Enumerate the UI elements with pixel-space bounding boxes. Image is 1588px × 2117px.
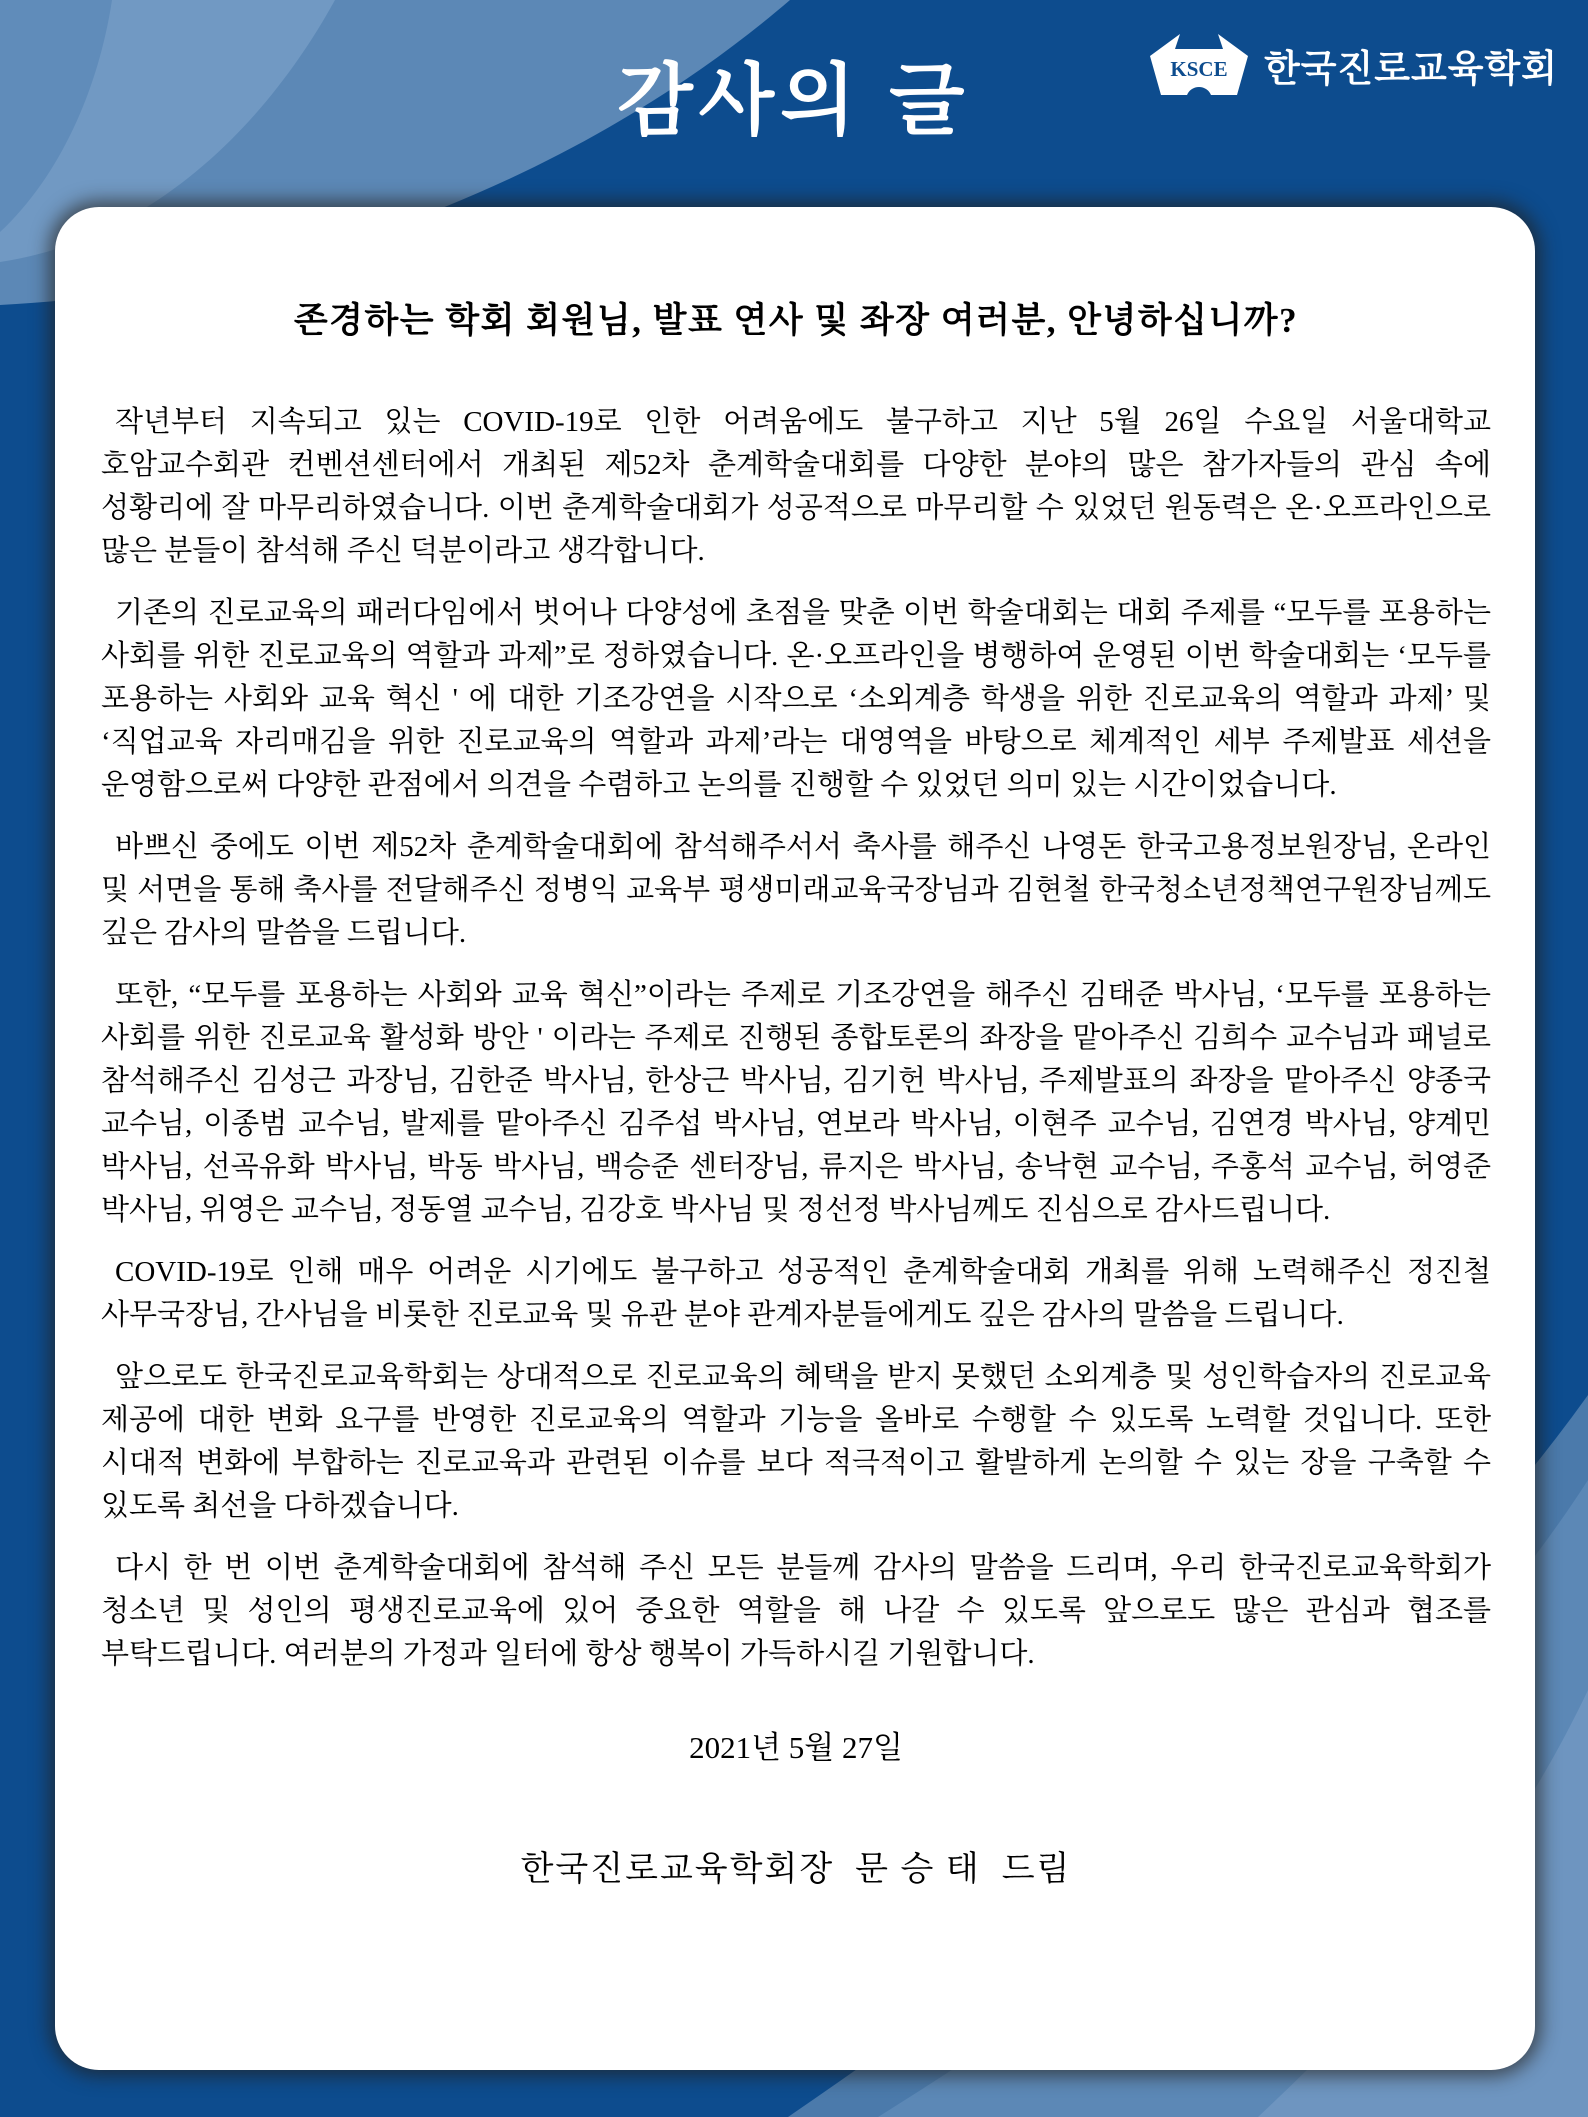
letter-signature: 한국진로교육학회장 문 승 태 드림 bbox=[520, 1851, 1072, 1888]
letter-body bbox=[101, 401, 1491, 1676]
letter-paragraph: 기존의 진로교육의 패러다임에서 벗어나 다양성에 초점을 맞춘 이번 학술대회는 대회 주제를 “모두를 포용하는 사회를 위한 진로교육의 역할과 과제”로 정하였습니다. 온·오프라인을 병행하여 운영된 이번 학술대회는 ‘모두를 포용하는 사회와 교육 혁신 ' 에 대한 기조강연을 시작으로 ‘소외계층 학생을 위한 진로교육의 역할과 과제’ 및 ‘직업교육 자리매김을 위한 진로교육의 역할과 과제’라는 대영역을 바탕으로 체계적인 세부 주제발표 세션을 운영함으로써 다양한 관점에서 의견을 수렴하고 논의를 진행할 수 있었던 의미 있는 시간이었습니다. bbox=[101, 597, 1491, 801]
letter-date: 2021년 5월 27일 bbox=[689, 1730, 903, 1765]
letter-paragraph: 또한, “모두를 포용하는 사회와 교육 혁신”이라는 주제로 기조강연을 해주신 김태준 박사님, ‘모두를 포용하는 사회를 위한 진로교육 활성화 방안 ' 이라는 주제로 진행된 종합토론의 좌장을 맡아주신 김희수 교수님과 패널로 참석해주신 김성근 과장님, 김한준 박사님, 한상근 박사님, 김기헌 박사님, 주제발표의 좌장을 맡아주신 양종국 교수님, 이종범 교수님, 발제를 맡아주신 김주섭 박사님, 연보라 박사님, 이현주 교수님, 김연경 박사님, 양계민 박사님, 선곡유화 박사님, 박동 박사님, 백승준 센터장님, 류지은 박사님, 송낙현 교수님, 주홍석 교수님, 허영준 박사님, 위영은 교수님, 정동열 교수님, 김강호 박사님 및 정선정 박사님께도 진심으로 감사드립니다. bbox=[101, 979, 1491, 1226]
page-title: 감사의 글 bbox=[617, 56, 971, 144]
letter-card bbox=[55, 207, 1535, 2070]
letter-paragraph: 다시 한 번 이번 춘계학술대회에 참석해 주신 모든 분들께 감사의 말씀을 드리며, 우리 한국진로교육학회가 청소년 및 성인의 평생진로교육에 있어 중요한 역할을 해 나갈 수 있도록 앞으로도 많은 관심과 협조를 부탁드립니다. 여러분의 가정과 일터에 항상 행복이 가득하시길 기원합니다. bbox=[101, 1552, 1491, 1670]
letter-paragraph: 앞으로도 한국진로교육학회는 상대적으로 진로교육의 혜택을 받지 못했던 소외계층 및 성인학습자의 진로교육 제공에 대한 변화 요구를 반영한 진로교육의 역할과 기능을 올바로 수행할 수 있도록 노력할 것입니다. 또한 시대적 변화에 부합하는 진로교육과 관련된 이슈를 보다 적극적이고 활발하게 논의할 수 있는 장을 구축할 수 있도록 최선을 다하겠습니다. bbox=[101, 1361, 1491, 1522]
letter-paragraph: 바쁘신 중에도 이번 제52차 춘계학술대회에 참석해주서서 축사를 해주신 나영돈 한국고용정보원장님, 온라인 및 서면을 통해 축사를 전달해주신 정병익 교육부 평생미래교육국장님과 김현철 한국청소년정책연구원장님께도 깊은 감사의 말씀을 드립니다. bbox=[101, 831, 1491, 949]
ksce-logo-icon bbox=[1148, 34, 1250, 96]
letter-paragraph: 작년부터 지속되고 있는 COVID-19로 인한 어려움에도 불구하고 지난 5월 26일 수요일 서울대학교 호암교수회관 컨벤션센터에서 개최된 제52차 춘계학술대회를 다양한 분야의 많은 참가자들의 관심 속에 성황리에 잘 마무리하였습니다. 이번 춘계학술대회가 성공적으로 마무리할 수 있었던 원동력은 온·오프라인으로 많은 분들이 참석해 주신 덕분이라고 생각합니다. bbox=[101, 406, 1491, 567]
society-name: 한국진로교육학회 bbox=[1264, 48, 1558, 89]
letter-greeting: 존경하는 학회 회원님, 발표 연사 및 좌장 여러분, 안녕하십니까? bbox=[293, 301, 1299, 340]
ksce-logo-acronym: KSCE bbox=[1170, 57, 1228, 81]
society-logo bbox=[1148, 34, 1558, 96]
letter-paragraph: COVID-19로 인해 매우 어려운 시기에도 불구하고 성공적인 춘계학술대회 개최를 위해 노력해주신 정진철 사무국장님, 간사님을 비롯한 진로교육 및 유관 분야 관계자분들에게도 깊은 감사의 말씀을 드립니다. bbox=[101, 1256, 1491, 1331]
